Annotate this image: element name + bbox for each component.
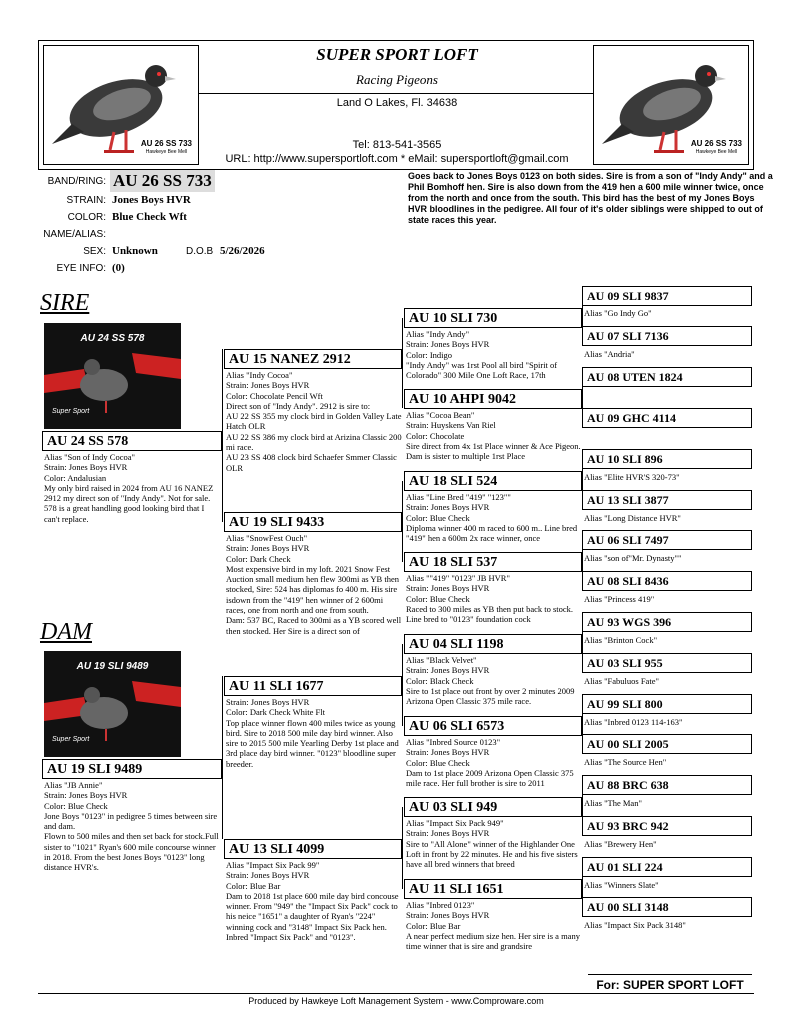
gen3-box-4 — [404, 634, 582, 654]
gen4-box — [582, 449, 752, 469]
gen4-box — [582, 326, 752, 346]
gen4-alias: Alias "The Source Hen" — [584, 757, 667, 767]
gen4-band: AU 13 SLI 3877 — [583, 491, 751, 510]
gen1-sire-box — [42, 431, 222, 451]
color-label: COLOR: — [67, 212, 106, 223]
gen3-details-2 — [404, 492, 582, 550]
gen3-box-3 — [404, 552, 582, 572]
gen4-box — [582, 571, 752, 591]
connector-line — [582, 540, 583, 581]
detail-line: Sire direct from 4x 1st Place winner & Ace Pigeon. Dam is sister to multiple 1rst Place — [406, 440, 581, 462]
loft-address: Land O Lakes, Fl. 34638 — [336, 97, 458, 109]
detail-line: Raced to 300 miles as YB then put back to stock. Line bred to "0123" foundation cock — [406, 603, 574, 625]
loft-tagline: Racing Pigeons — [356, 72, 438, 87]
detail-line: Most expensive bird in my loft. 2021 Snow Fest Auction small medium hen flew 300mi as YB then stocked, Sire: 524 has diplomas fo 400 m. His sire isdown from the "419" hen winner of 2 600mi races, one from north and one from south. — [226, 563, 399, 616]
dob-value: 5/26/2026 — [220, 245, 265, 257]
gen4-alias: Alias "Brewery Hen" — [584, 839, 657, 849]
gen3-details-3 — [404, 573, 582, 631]
gen4-band: AU 08 SLI 8436 — [583, 572, 751, 591]
detail-line: Dam to 1st place 2009 Arizona Open Classic 375 mile race. Her full brother is sire to 2011 — [406, 767, 574, 789]
detail-line: Color: Chocolate — [406, 430, 465, 441]
detail-line: Flown to 500 miles and then set back for stock.Full sister to "1021" Ryan's 600 mile concourse winner in 2018. From the best Jones Boys "0123" long distance HVR's. — [44, 831, 219, 873]
gen3-details-4 — [404, 655, 582, 713]
connector-line — [402, 644, 403, 726]
detail-line: Strain: Jones Boys HVR — [406, 910, 490, 921]
detail-line: Strain: Jones Boys HVR — [226, 380, 310, 391]
strain-label: STRAIN: — [66, 195, 106, 206]
footer-for-loft: For: SUPER SPORT LOFT — [588, 974, 752, 992]
detail-line: Strain: Jones Boys HVR — [406, 583, 490, 594]
connector-line — [402, 481, 403, 562]
gen1-sire-band: AU 24 SS 578 — [43, 432, 221, 451]
connector-line — [582, 867, 583, 908]
detail-line: Alias "SnowFest Ouch" — [226, 533, 308, 543]
gen3-box-0 — [404, 308, 582, 328]
gen4-box — [582, 775, 752, 795]
connector-line — [582, 296, 583, 337]
gen4-band: AU 93 BRC 942 — [583, 817, 751, 836]
gen2-details-1 — [224, 533, 402, 665]
detail-line: Strain: Huyskens Van Riel — [406, 420, 496, 431]
gen3-box-2 — [404, 471, 582, 491]
gen4-band: AU 06 SLI 7497 — [583, 531, 751, 550]
connector-line — [222, 349, 223, 441]
detail-line: Sire to 1st place out front by over 2 minutes 2009 Arizona Open Classic 375 mile race. — [406, 685, 575, 707]
strain-value: Jones Boys HVR — [112, 194, 191, 206]
pedigree-header — [38, 40, 754, 170]
connector-line — [222, 441, 223, 522]
dob-label: D.O.B — [186, 246, 214, 257]
gen4-box — [582, 530, 752, 550]
detail-line: AU 23 SS 408 clock bird Schaefer Smmer Classic OLR — [226, 452, 397, 473]
eye-label: EYE INFO: — [56, 263, 106, 274]
dam-title: DAM — [40, 619, 92, 645]
loft-phone: Tel: 813-541-3565 — [352, 139, 442, 151]
gen4-band: AU 00 SLI 2005 — [583, 735, 751, 754]
gen3-band: AU 10 SLI 730 — [405, 309, 581, 328]
color-value: Blue Check Wft — [112, 211, 187, 223]
bird-notes: Goes back to Jones Boys 0123 on both sides. Sire is from a son of "Indy Andy" and a Phil Bomhoff hen. Sire is also down from the 419 hen a 600 mile winner twice, once from the north and once from the south. This bird has the best of my Jones Boys HVR bloodlines in the pedigree. All four of it's older siblings were shipped to out of state races this year. — [408, 171, 773, 225]
gen3-box-1 — [404, 389, 582, 409]
detail-line: Strain: Jones Boys HVR — [406, 747, 490, 758]
gen1-dam-band: AU 19 SLI 9489 — [43, 760, 221, 779]
band-label: BAND/RING: — [47, 176, 106, 187]
detail-line: "Indy Andy" was 1rst Pool all bird "Spirit of Colorado" 300 Mile One Loft Race, 17th — [406, 359, 558, 381]
detail-line: Alias "Inbred Source 0123" — [406, 737, 501, 747]
footer-produced-by: Produced by Hawkeye Loft Management System - www.Comproware.com — [38, 993, 754, 1006]
gen3-band: AU 18 SLI 524 — [405, 472, 581, 491]
photo-sub-caption: Hawkeye Bee Mell — [695, 149, 738, 155]
detail-line: Dam to 2018 1st place 600 mile day bird concouse winner. From "949" the "Impact Six Pack" cock to his neice "1651" a daughter of Ryan's "224" winning cock and "3148" Impact Six Pack hen. — [226, 890, 399, 932]
loft-name: SUPER SPORT LOFT — [316, 45, 478, 64]
gen3-band: AU 04 SLI 1198 — [405, 635, 581, 654]
sire-picture-brand: Super Sport — [52, 408, 90, 415]
detail-line: Top place winner flown 400 miles twice as young bird. Sire to 2018 500 mile day bird winner. Also sire to 2015 500 mile Yearling Derby 1st place and 3rd place day bird winner. "0123" bloodline super breeder. — [226, 717, 399, 769]
detail-line: Color: Blue Bar — [406, 920, 461, 931]
sire-picture-band: AU 24 SS 578 — [80, 333, 145, 344]
detail-line: Color: Blue Check — [44, 800, 108, 811]
dam-picture-band: AU 19 SLI 9489 — [76, 661, 149, 672]
gen3-band: AU 11 SLI 1651 — [405, 880, 581, 899]
detail-line: Alias "Inbred 0123" — [406, 900, 475, 910]
gen4-box — [582, 367, 752, 387]
detail-line: Inbred "Impact Six Pack" and "0123". — [226, 932, 356, 943]
gen4-alias: Alias "The Man" — [584, 798, 642, 808]
gen3-band: AU 10 AHPI 9042 — [405, 390, 581, 409]
detail-line: Color: Chocolate Pencil Wft — [226, 390, 323, 401]
connector-line — [582, 622, 583, 663]
gen2-band: AU 13 SLI 4099 — [225, 840, 401, 859]
sex-label: SEX: — [83, 246, 106, 257]
bird-photo-right — [593, 45, 749, 165]
gen3-details-7 — [404, 900, 582, 962]
eye-value: (0) — [112, 262, 125, 274]
gen3-box-6 — [404, 797, 582, 817]
gen2-box-3 — [224, 839, 402, 859]
gen4-box — [582, 286, 752, 306]
gen4-box — [582, 816, 752, 836]
gen4-alias: Alias "Brinton Cock" — [584, 635, 658, 645]
gen1-dam-box — [42, 759, 222, 779]
detail-line: AU 22 SS 355 my clock bird in Golden Valley Late Hatch OLR — [226, 411, 402, 432]
gen4-box — [582, 897, 752, 917]
header-divider — [199, 93, 595, 94]
detail-line: Alias "Indy Andy" — [406, 329, 470, 339]
gen4-band: AU 00 SLI 3148 — [583, 898, 751, 917]
gen3-box-5 — [404, 716, 582, 736]
gen4-band: AU 09 SLI 9837 — [583, 287, 751, 306]
gen1-sire-details — [42, 452, 222, 538]
detail-line: Alias "Impact Six Pack 949" — [406, 818, 504, 828]
detail-line: Strain: Jones Boys HVR — [226, 870, 310, 881]
gen2-band: AU 11 SLI 1677 — [225, 677, 401, 696]
gen2-box-0 — [224, 349, 402, 369]
gen4-alias: Alias "Elite HVR'S 320-73" — [584, 472, 680, 482]
detail-line: Alias "Line Bred "419" "123"" — [406, 492, 511, 502]
gen2-details-3 — [224, 860, 402, 970]
detail-line: Dam: 537 BC, Raced to 300mi as a YB scored well then stocked. Her Sire is a direct son of — [226, 615, 402, 636]
gen4-alias: Alias "Princess 419" — [584, 594, 655, 604]
photo-sub-caption: Hawkeye Bee Mell — [145, 149, 188, 155]
detail-line: Alias "Indy Cocoa" — [226, 370, 293, 380]
gen2-box-2 — [224, 676, 402, 696]
loft-website[interactable]: URL: http://www.supersportloft.com * eMail: supersportloft@gmail.com — [225, 153, 569, 165]
detail-line: Color: Dark Check — [226, 553, 291, 564]
detail-line: Color: Indigo — [406, 349, 453, 360]
detail-line: Color: Blue Check — [406, 512, 470, 523]
sex-value: Unknown — [112, 245, 158, 257]
gen4-alias: Alias "Fabuluos Fate" — [584, 676, 659, 686]
gen2-details-0 — [224, 370, 402, 492]
detail-line: Color: Blue Check — [406, 757, 470, 768]
gen4-box — [582, 857, 752, 877]
detail-line: Strain: Jones Boys HVR — [226, 697, 310, 707]
detail-line: Alias "Impact Six Pack 99" — [226, 860, 320, 870]
gen4-alias: Alias "Winners Slate" — [584, 880, 659, 890]
gen2-band: AU 19 SLI 9433 — [225, 513, 401, 532]
gen3-band: AU 03 SLI 949 — [405, 798, 581, 817]
detail-line: Strain: Jones Boys HVR — [226, 543, 310, 554]
gen4-box — [582, 694, 752, 714]
gen4-band: AU 08 UTEN 1824 — [583, 368, 751, 387]
detail-line: Direct son of "Indy Andy". 2912 is sire to: — [226, 400, 371, 411]
detail-line: Color: Blue Check — [406, 593, 470, 604]
connector-line — [582, 785, 583, 826]
dam-picture-brand: Super Sport — [52, 736, 90, 743]
gen4-box — [582, 408, 752, 428]
detail-line: AU 22 SS 386 my clock bird at Arizina Classic 200 mi race. — [226, 431, 402, 453]
detail-line: Diploma winner 400 m raced to 600 m.. Line bred "419" hen a 600m 2x race winner, once — [406, 522, 578, 544]
connector-line — [222, 769, 223, 839]
gen4-box — [582, 734, 752, 754]
gen2-details-2 — [224, 697, 402, 787]
gen4-alias: Alias "Go Indy Go" — [584, 308, 652, 318]
gen3-details-0 — [404, 329, 582, 387]
dam-picture — [44, 651, 181, 757]
detail-line: Strain: Jones Boys HVR — [406, 665, 490, 676]
gen3-details-6 — [404, 818, 582, 876]
connector-line — [402, 807, 403, 889]
detail-line: Color: Andalusian — [44, 472, 107, 483]
gen4-alias: Alias "Impact Six Pack 3148" — [584, 920, 686, 930]
detail-line: Jone Boys "0123" in pedigree 5 times between sire and dam. — [44, 810, 218, 832]
detail-line: My only bird raised in 2024 from AU 16 NANEZ 2912 my direct son of "Indy Andy". Not for sale. 578 is a great handling good looking bird that I can't replace. — [44, 482, 214, 524]
detail-line: Alias ""419" "0123" JB HVR" — [406, 573, 510, 583]
detail-line: Strain: Jones Boys HVR — [406, 339, 490, 350]
gen4-alias: Alias "Andria" — [584, 349, 635, 359]
gen2-box-1 — [224, 512, 402, 532]
gen3-box-7 — [404, 879, 582, 899]
detail-line: Alias "JB Annie" — [44, 780, 103, 790]
detail-line: Color: Dark Check White Flt — [226, 707, 325, 718]
detail-line: Strain: Jones Boys HVR — [406, 828, 490, 839]
connector-line — [582, 377, 583, 418]
connector-line — [222, 676, 223, 769]
gen4-band: AU 09 GHC 4114 — [583, 409, 751, 428]
detail-line: Strain: Jones Boys HVR — [44, 462, 128, 473]
gen4-band: AU 99 SLI 800 — [583, 695, 751, 714]
connector-line — [582, 459, 583, 500]
detail-line: Color: Black Check — [406, 675, 474, 686]
gen4-band: AU 93 WGS 396 — [583, 613, 751, 632]
gen4-alias: Alias "son of"Mr. Dynasty"" — [584, 553, 682, 563]
detail-line: Strain: Jones Boys HVR — [406, 502, 490, 513]
gen4-box — [582, 653, 752, 673]
gen3-details-5 — [404, 737, 582, 795]
photo-band-caption: AU 26 SS 733 — [140, 139, 192, 148]
gen4-alias: Alias "Long Distance HVR" — [584, 513, 681, 523]
band-value: AU 26 SS 733 — [110, 170, 215, 192]
gen4-band: AU 03 SLI 955 — [583, 654, 751, 673]
gen1-dam-details — [42, 780, 222, 892]
gen4-box — [582, 490, 752, 510]
gen4-band: AU 01 SLI 224 — [583, 858, 751, 877]
detail-line: A near perfect medium size hen. Her sire is a many time winner that is sire and grandsire — [406, 930, 580, 952]
gen3-details-1 — [404, 410, 582, 468]
gen4-band: AU 10 SLI 896 — [583, 450, 751, 469]
name-label: NAME/ALIAS: — [43, 229, 106, 240]
sire-picture — [44, 323, 181, 429]
connector-line — [582, 704, 583, 745]
gen4-alias: Alias "Inbred 0123 114-163" — [584, 717, 683, 727]
gen4-band: AU 88 BRC 638 — [583, 776, 751, 795]
gen4-band: AU 07 SLI 7136 — [583, 327, 751, 346]
gen3-band: AU 18 SLI 537 — [405, 553, 581, 572]
bird-photo-left — [43, 45, 199, 165]
photo-band-caption: AU 26 SS 733 — [690, 139, 742, 148]
gen3-band: AU 06 SLI 6573 — [405, 717, 581, 736]
detail-line: Strain: Jones Boys HVR — [44, 790, 128, 801]
connector-line — [402, 318, 403, 408]
detail-line: Alias "Cocoa Bean" — [406, 410, 475, 420]
detail-line: Sire to "All Alone" winner of the Highlander One Loft in front by 22 minutes. He and his five sisters have all bred winners that breed — [406, 838, 578, 870]
detail-line: Alias "Son of Indy Cocoa" — [44, 452, 135, 462]
gen2-band: AU 15 NANEZ 2912 — [225, 350, 401, 369]
detail-line: Color: Blue Bar — [226, 880, 281, 891]
sire-title: SIRE — [40, 290, 90, 316]
gen4-box — [582, 612, 752, 632]
detail-line: Alias "Black Velvet" — [406, 655, 477, 665]
